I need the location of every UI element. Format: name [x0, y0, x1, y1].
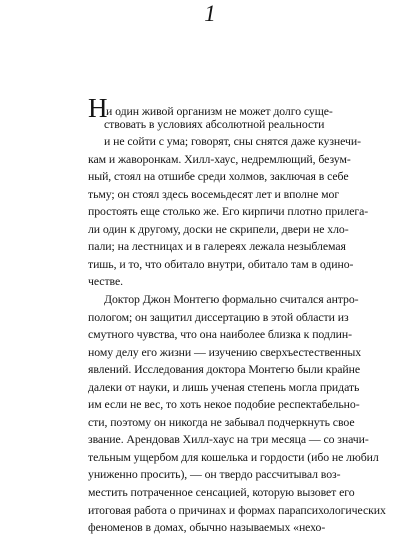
paragraph-2-line: местить потраченное сенсацией, которую вызовет его [88, 485, 355, 500]
paragraph-1-line: ствовать в условиях абсолютной реальности [104, 116, 325, 131]
paragraph-2-line: звание. Арендовав Хилл-хаус на три месяца — со значи- [88, 432, 369, 447]
paragraph-1-line: честве. [88, 274, 123, 289]
chapter-number: 1 [204, 1, 216, 26]
paragraph-1-line: кам и жаворонкам. Хилл-хаус, недремлющий, безум- [88, 151, 351, 166]
paragraph-2-line: ному делу его жизни — изучению сверхъестественных [88, 344, 362, 359]
paragraph-2-line: сти, поэтому он никогда не забывал подчеркнуть свое [88, 414, 355, 429]
paragraph-2-line: итоговая работа о причинах и формах парапсихологических [88, 502, 386, 517]
paragraph-1-line: ный, стоял на отшибе среди холмов, заключая в себе [88, 169, 349, 184]
paragraph-2-line: феноменов в домах, обычно называемых «нехо- [88, 520, 326, 535]
paragraph-1-line: простоять еще столько же. Его кирпичи плотно прилега- [88, 204, 369, 219]
paragraph-2-line: им если не вес, то хоть некое подобие респектабельно- [88, 397, 360, 412]
paragraph-1-line: тишь, и то, что обитало внутри, обитало там в одино- [88, 256, 354, 271]
paragraph-1-line: и не сойти с ума; говорят, сны снятся даже кузнечи- [104, 134, 361, 149]
paragraph-1-line: тьму; он стоял здесь восемьдесят лет и вполне мог [88, 186, 340, 201]
paragraph-1-line: ли один к другому, доски не скрипели, двери не хло- [88, 221, 349, 236]
paragraph-2-line: далеки от науки, и лишь ученая степень могла придать [88, 379, 360, 394]
chapter-text [88, 93, 386, 537]
paragraph-1-line: пали; на лестницах и в галереях лежала незыблемая [88, 239, 346, 254]
paragraph-1-drop-cap-wrap-lines [88, 116, 361, 151]
paragraph-2-line: явлений. Исследования доктора Монтегю были крайне [88, 362, 361, 377]
paragraph-2-line: тельным ущербом для кошелька и гордости (ибо не любил [88, 449, 379, 464]
paragraph-1-first-line [88, 93, 338, 123]
paragraph-2-line: смутного чувства, что она наиболее близка к подлин- [88, 327, 352, 342]
paragraph-2-first-line: Доктор Джон Монтегю формально считался антро- [104, 292, 359, 307]
drop-cap-letter: Н [88, 93, 108, 123]
paragraph-1-first-line-text: и один живой организм не может долго суще- [106, 104, 333, 118]
paragraph-2-line: пологом; он защитил диссертацию в этой области из [88, 309, 349, 324]
paragraph-2-line: униженно просить), — он твердо рассчитывал воз- [88, 467, 341, 482]
